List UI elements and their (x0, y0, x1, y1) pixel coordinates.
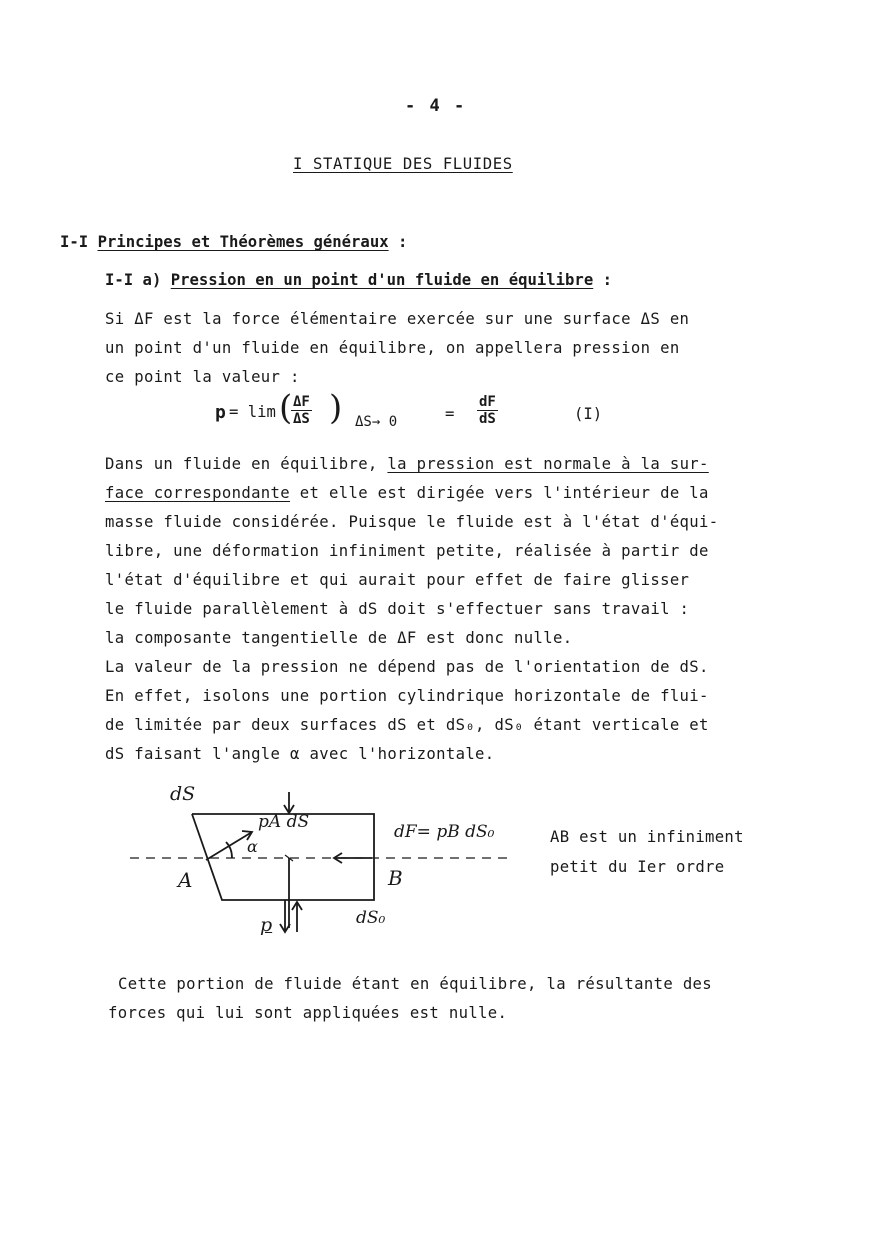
fraction-numerator: dF (479, 394, 496, 410)
fraction-denominator: dS (479, 411, 496, 427)
para1-line: Si ΔF est la force élémentaire exercée sur une surface ΔS en (105, 310, 690, 328)
page-number: - 4 - (405, 96, 467, 116)
formula-paren-open: ( (279, 388, 293, 428)
limit-subscript (355, 414, 397, 430)
para2-underlined: face correspondante (105, 484, 291, 502)
fraction-denominator: ΔS (293, 411, 310, 427)
para2-line: de limitée par deux surfaces dS et dS₀, dS₀ étant verticale et (105, 716, 709, 734)
section-heading (60, 233, 407, 251)
chapter-title: I STATIQUE DES FLUIDES (293, 155, 513, 173)
formula-fraction-2 (477, 394, 498, 427)
subsection-title: Pression en un point d'un fluide en équilibre (170, 271, 594, 289)
label-dF: dF= pB dS₀ (394, 822, 495, 842)
label-dS0: dS₀ (356, 908, 386, 928)
label-A: A (178, 868, 193, 892)
para3-line: forces qui lui sont appliquées est nulle. (108, 1004, 508, 1022)
pressure-formula (215, 388, 635, 440)
para1-line: ce point la valeur : (105, 368, 300, 386)
para2-line (105, 484, 709, 502)
para2-line (105, 455, 709, 473)
label-B: B (388, 866, 403, 890)
para2-line: masse fluide considérée. Puisque le fluide est à l'état d'équi- (105, 513, 719, 531)
para2-line: l'état d'équilibre et qui aurait pour effet de faire glisser (105, 571, 690, 589)
section-number: I-I (60, 233, 89, 251)
subsection-number: I-I a) (105, 271, 162, 289)
para2-text: Dans un fluide en équilibre, (105, 455, 388, 473)
formula-lhs: p (215, 402, 226, 423)
subsection-heading (105, 271, 612, 289)
formula-eq2: = (445, 405, 455, 423)
section-title: Principes et Théorèmes généraux (97, 233, 389, 251)
diagram-note-line: AB est un infiniment (550, 828, 744, 846)
limit-zero: 0 (388, 414, 398, 430)
diagram-note-line: petit du Ier ordre (550, 858, 725, 876)
para2-text: et elle est dirigée vers l'intérieur de la (290, 484, 709, 502)
limit-arrow: → (371, 414, 381, 430)
section-colon: : (398, 233, 408, 251)
para2-line: le fluide parallèlement à dS doit s'effectuer sans travail : (105, 600, 690, 618)
para2-underlined: la pression est normale à la sur- (387, 455, 709, 473)
para3-line: Cette portion de fluide étant en équilibre, la résultante des (118, 975, 713, 993)
fluid-element-diagram (0, 780, 884, 980)
subsection-colon: : (602, 271, 612, 289)
para2-line: la composante tangentielle de ΔF est donc nulle. (105, 629, 573, 647)
para2-line: La valeur de la pression ne dépend pas de l'orientation de dS. (105, 658, 709, 676)
formula-lim: = lim (229, 403, 276, 421)
label-p: p (260, 914, 273, 936)
label-pA-dS: pA dS (258, 812, 310, 832)
limit-var: ΔS (355, 414, 372, 430)
fraction-numerator: ΔF (293, 394, 310, 410)
formula-paren-close: ) (329, 388, 343, 428)
para1-line: un point d'un fluide en équilibre, on appellera pression en (105, 339, 680, 357)
para2-line: En effet, isolons une portion cylindrique horizontale de flui- (105, 687, 709, 705)
label-dS: dS (170, 783, 196, 805)
para2-line: libre, une déformation infiniment petite, réalisée à partir de (105, 542, 709, 560)
formula-fraction-1 (291, 394, 312, 427)
equation-tag: (I) (574, 405, 603, 423)
para2-line: dS faisant l'angle α avec l'horizontale. (105, 745, 495, 763)
label-alpha: α (247, 837, 258, 856)
